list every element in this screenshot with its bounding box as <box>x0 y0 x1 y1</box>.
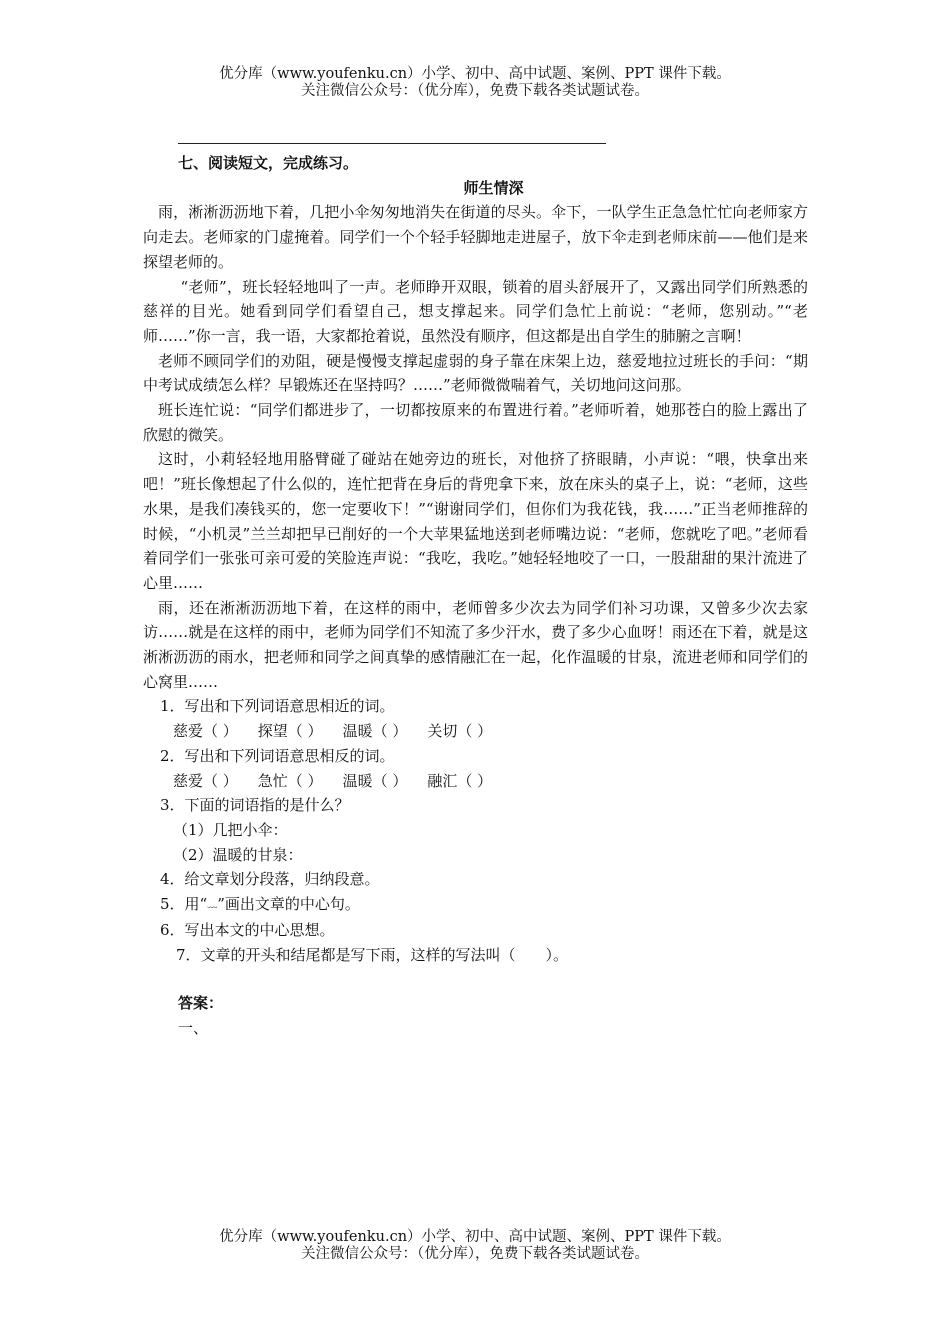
answer-heading: 答案： <box>178 994 224 1013</box>
answer-section-1: 一、 <box>178 1018 209 1037</box>
question-7: 7．文章的开头和结尾都是写下雨，这样的写法叫（ ）。 <box>176 945 569 964</box>
q1-word-3: 温暖（ ） <box>342 722 408 741</box>
paragraph-4: 班长连忙说：“同学们都进步了，一切都按原来的布置进行着。”老师听着，她那苍白的脸上露出了欣慰的微笑。 <box>143 401 808 444</box>
header-divider <box>178 143 606 144</box>
footer-line-1: 优分库（www.youfenku.cn）小学、初中、高中试题、案例、PPT 课件下载。 <box>219 1229 731 1245</box>
header-line-2: 关注微信公众号：（优分库），免费下载各类试题试卷。 <box>301 83 649 99</box>
header-line-1: 优分库（www.youfenku.cn）小学、初中、高中试题、案例、PPT 课件下载。 <box>219 66 731 82</box>
section-heading: 七、阅读短文，完成练习。 <box>178 154 359 172</box>
page-header <box>0 66 950 100</box>
footer-line-2: 关注微信公众号：（优分库），免费下载各类试题试卷。 <box>301 1246 649 1262</box>
question-1: 1．写出和下列词语意思相近的词。 <box>160 697 395 716</box>
question-1-words <box>143 719 808 744</box>
q5-prefix: 5．用“ <box>160 895 208 914</box>
page-footer <box>0 1229 950 1263</box>
question-3: 3．下面的词语指的是什么？ <box>160 796 350 815</box>
paragraph-2: “老师”，班长轻轻地叫了一声。老师睁开双眼，锁着的眉头舒展开了，又露出同学们所熟悉的慈祥的目光。她看到同学们看望自己，想支撑起来。同学们急忙上前说：“老师，您别动。”“老师……”你一言，我一语，大家都抢着说，虽然没有顺序，但这都是出自学生的肺腑之言啊！ <box>143 277 808 345</box>
q2-word-4: 融汇（ ） <box>427 771 493 790</box>
q2-word-2: 急忙（ ） <box>257 771 323 790</box>
question-4: 4．给文章划分段落，归纳段意。 <box>160 870 380 889</box>
question-3-b: （2）温暖的甘泉： <box>173 845 303 864</box>
question-6: 6．写出本文的中心思想。 <box>160 920 335 939</box>
question-2: 2．写出和下列词语意思相反的词。 <box>160 746 395 765</box>
paragraph-3: 老师不顾同学们的劝阻，硬是慢慢支撑起虚弱的身子靠在床架上边，慈爱地拉过班长的手问：“期中考试成绩怎么样？早锻炼还在坚持吗？……”老师微微喘着气，关切地问这问那。 <box>143 351 808 395</box>
paragraph-6: 雨，还在淅淅沥沥地下着，在这样的雨中，老师曾多少次去为同学们补习功课，又曾多少次去家访……就是在这样的雨中，老师为同学们不知流了多少汗水，费了多少心血呀！雨还在下着，就是这淅淅沥沥的雨水，把老师和同学之间真挚的感情融汇在一起，化作温暖的甘泉，流进老师和同学们的心窝里…… <box>143 598 808 691</box>
q5-suffix: ”画出文章的中心句。 <box>217 895 360 914</box>
question-3-a: （1）几把小伞： <box>173 820 288 839</box>
q1-word-4: 关切（ ） <box>427 722 493 741</box>
document-body <box>143 151 808 1041</box>
wavy-underline-mark: ﹏ <box>207 899 218 911</box>
q2-word-3: 温暖（ ） <box>342 771 408 790</box>
q1-word-1: 慈爱（ ） <box>173 722 238 741</box>
q1-word-2: 探望（ ） <box>257 722 323 741</box>
paragraph-1: 雨，淅淅沥沥地下着，几把小伞匆匆地消失在街道的尽头。伞下，一队学生正急急忙忙向老师家方向走去。老师家的门虚掩着。同学们一个个轻手轻脚地走进屋子，放下伞走到老师床前——他们是来探望老师的。 <box>143 203 808 271</box>
paragraph-5: 这时，小莉轻轻地用胳臂碰了碰站在她旁边的班长，对他挤了挤眼睛，小声说：“喂，快拿出来吧！”班长像想起了什么似的，连忙把背在身后的背兜拿下来，放在床头的桌子上，说：“老师，这些水果，是我们凑钱买的，您一定要收下！”“谢谢同学们，但你们为我花钱，我……”正当老师推辞的时候，“小机灵”兰兰却把早已削好的一个大苹果猛地送到老师嘴边说：“老师，您就吃了吧。”老师看着同学们一张张可亲可爱的笑脸连声说：“我吃，我吃。”她轻轻地咬了一口，一股甜甜的果汁流进了心里…… <box>143 450 808 592</box>
q2-word-1: 慈爱（ ） <box>173 771 238 790</box>
question-5 <box>143 892 808 918</box>
article-title: 师生情深 <box>463 178 524 197</box>
question-2-words <box>143 769 808 794</box>
